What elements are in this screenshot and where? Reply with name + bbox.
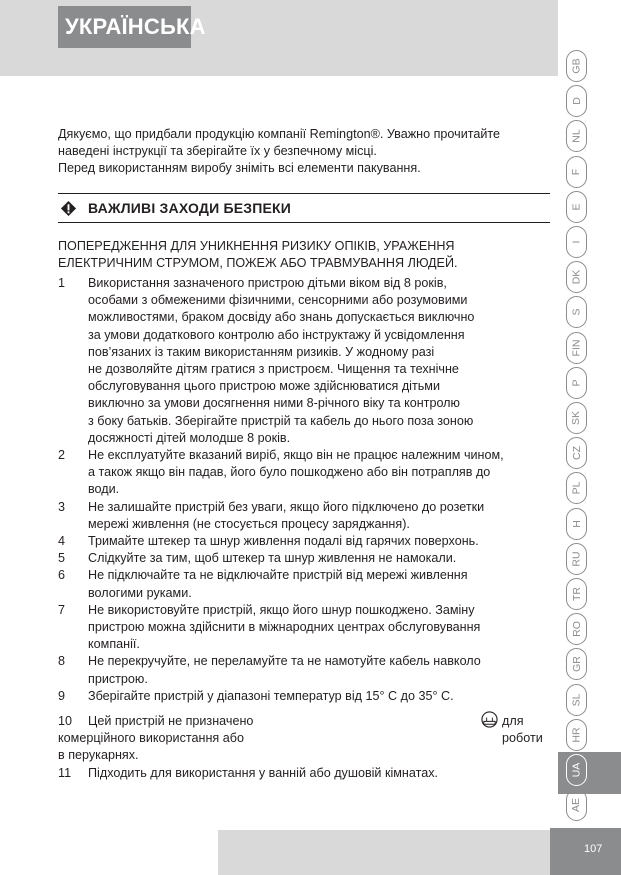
language-tab-s[interactable] [566,296,587,328]
list-item [58,567,550,601]
item-line: пристрою. [88,671,148,686]
language-tab-gr[interactable] [566,648,587,680]
item-number: 2 [58,448,66,463]
item-line: Не перекручуйте, не переламуйте та не намотуйте кабель навколо [88,654,481,669]
item-number: 5 [58,551,66,566]
language-tab-d[interactable] [566,85,587,117]
language-tab-ua[interactable] [566,754,587,786]
item-number: 3 [58,499,66,514]
language-tab-hr[interactable] [566,719,587,751]
language-tab-label: GB [570,58,583,74]
language-tab-pl[interactable] [566,472,587,504]
item-text: Підходить для використання у ванній або душовій кімнатах. [88,766,439,780]
item-line: не дозволяйте дітям гратися з пристроєм. Чищення та технічне [88,362,459,377]
language-tab-p[interactable] [566,367,587,399]
language-tab-label: AE [570,798,583,813]
intro-line: наведені інструкції та зберігайте їх у безпечному місці. [58,144,377,159]
language-tab-label: UA [570,762,583,778]
list-item [58,447,550,499]
list-item [58,499,550,533]
language-tab-label: S [570,308,583,316]
language-tab-cz[interactable] [566,437,587,469]
item-line: досяжності дітей молодше 8 років. [88,430,291,445]
language-tab-label: H [570,519,583,528]
language-tab-label: SL [570,693,583,707]
language-tab-label: I [570,240,583,244]
item-line: за умови додаткового контролю або інструктажу й усвідомлення [88,327,465,342]
plug-icon [480,711,499,728]
item-line: можливостями, браком досвіду або знань допускається виключно [88,310,475,325]
language-tab-sk[interactable] [566,402,587,434]
language-tab-label: E [570,203,583,211]
item-number: 8 [58,654,66,669]
language-tab-label: RU [570,551,583,567]
item-number: 11 [58,766,72,780]
page-title: УКРАЇНСЬКА [65,14,206,39]
section-heading [60,200,291,217]
language-tab-label: CZ [570,446,583,461]
item-number: 7 [58,602,66,617]
list-item [58,653,550,687]
section-title: ВАЖЛИВІ ЗАХОДИ БЕЗПЕКИ [88,200,292,216]
warning-text [58,238,550,272]
item-line: Тримайте штекер та шнур живлення подалі від гарячих поверхонь. [88,534,479,549]
language-tab-label: D [570,97,583,105]
page-number: 107 [584,843,603,855]
item-line: Не підключайте та не відключайте пристрій від мережі живлення [88,568,468,583]
item-line: пристрою можна здійснити в міжнародних центрах обслуговування [88,620,481,635]
page-number-box [550,828,621,875]
item-line: особами з обмеженими фізичними, сенсорними або розумовими [88,293,468,308]
item-line: Не використовуйте пристрій, якщо його шнур пошкоджено. Заміну [88,602,475,617]
item-line: пов’язаних із таким використанням ризиків. У жодному разі [88,344,435,359]
language-tab-label: NL [570,129,583,144]
language-tab-label: P [570,379,583,387]
language-tab-label: RO [570,621,583,638]
item-line: з боку батьків. Зберігайте пристрій та кабель до нього поза зоною [88,413,474,428]
language-tab-label: DK [570,269,583,285]
language-tab-dk[interactable] [566,261,587,293]
language-tab-f[interactable] [566,156,587,188]
language-tab-ro[interactable] [566,613,587,645]
item-number: 9 [58,688,66,703]
language-tab-ae[interactable] [566,789,587,821]
item-line: обслуговування цього пристрою може здійснюватися дітьми [88,379,440,394]
item-line: а також якщо він падав, його було пошкоджено або він потрапляв до [88,465,491,480]
language-tab-tr[interactable] [566,578,587,610]
item-line: мережі живлення (не стосується процесу заряджання). [88,516,410,531]
item-number: 4 [58,534,66,549]
language-tab-fin[interactable] [566,332,587,364]
item-text: Цей пристрій не призначено [88,714,254,728]
language-tab-label: F [570,168,583,175]
intro-paragraph [58,126,550,178]
item-line: виключно за умови досягнення ними 8-річного віку та контролю [88,396,460,411]
item-line: Використання зазначеного пристрою дітьми віком від 8 років, [88,276,447,290]
language-tab-label: PL [570,481,583,495]
language-tab-ru[interactable] [566,543,587,575]
language-tab-gb[interactable] [566,50,587,82]
item-line: компанії. [88,637,140,652]
list-item [58,550,550,567]
list-item [58,275,550,447]
language-tab-label: HR [570,727,583,743]
item-line: води. [88,482,120,497]
item-line: Зберігайте пристрій у діапазоні температур від 15° C до 35° C. [88,688,454,703]
safety-list [58,275,550,705]
intro-line: Дякуємо, що придбали продукцію компанії Remington®. Уважно прочитайте [58,127,501,141]
section-rule-top [58,193,550,194]
item-text: в перукарнях. [58,748,139,762]
language-title-box [58,6,206,48]
language-tab-i[interactable] [566,226,587,258]
item-line: Не залишайте пристрій без уваги, якщо його підключено до розетки [88,499,485,514]
language-tab-label: TR [570,587,583,601]
list-item [58,533,550,550]
item-line: Не експлуатуйте вказаний виріб, якщо він не працює належним чином, [88,448,504,463]
item-number: 10 [58,714,73,728]
item-number: 6 [58,568,66,583]
list-item [58,602,550,654]
intro-line: Перед використанням виробу зніміть всі елементи пакування. [58,161,421,176]
language-tab-label: FIN [570,339,583,357]
language-tab-h[interactable] [566,508,587,540]
language-tab-label: SK [570,410,583,426]
item-number: 1 [58,276,66,290]
warning-icon [60,200,77,217]
item-line: Слідкуйте за тим, щоб штекер та шнур живлення не намокали. [88,551,457,566]
item-text: комерційного використання або [58,731,244,745]
list-item-10 [58,713,550,765]
language-tab-nl[interactable] [566,120,587,152]
language-tab-label: GR [570,656,583,673]
item-line: вологими руками. [88,585,192,600]
language-tab-sl[interactable] [566,684,587,716]
warning-line: ЕЛЕКТРИЧНИМ СТРУМОМ, ПОЖЕЖ АБО ТРАВМУВАННЯ ЛЮДЕЙ. [58,256,458,271]
warning-line: ПОПЕРЕДЖЕННЯ ДЛЯ УНИКНЕННЯ РИЗИКУ ОПІКІВ, УРАЖЕННЯ [58,239,455,253]
section-rule-bottom [58,222,550,223]
item-text: для [502,714,524,728]
language-tab-e[interactable] [566,191,587,223]
item-text: роботи [502,731,543,745]
list-item [58,688,550,705]
